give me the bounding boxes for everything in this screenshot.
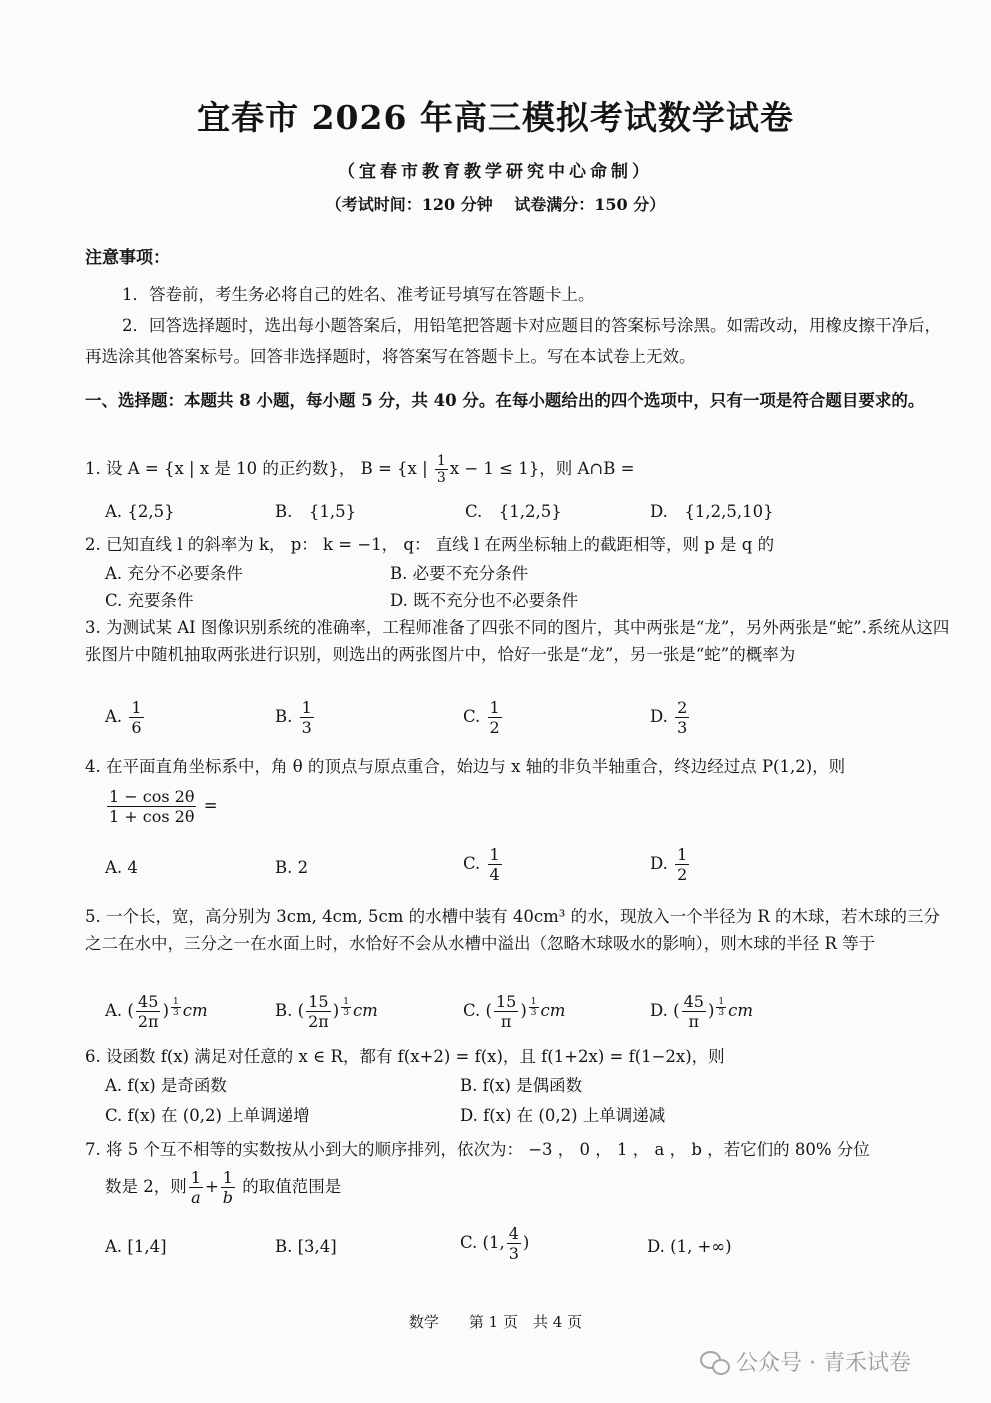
q5-option-a: A. ( $\frac{45}{2\pi}$ ) $^{\frac{1}{3}}$ cm [105,992,208,1031]
q5-d-den: π [688,1012,700,1031]
question-4: 4. 在平面直角坐标系中，角 θ 的顶点与原点重合，始边与 x 轴的非负半轴重合，终边经过点 P(1,2)，则 [85,757,846,776]
q5-option-d: D. ( $\frac{45}{\pi}$ ) $^{\frac{1}{3}}$ cm [650,992,753,1031]
q4-d-num: 1 [677,845,688,864]
q4-option-c [463,845,504,884]
q5-d-fraction [682,992,706,1031]
question-1 [85,453,950,486]
q4-d-fraction [675,845,689,884]
q5-d-exponent [716,997,726,1018]
wechat-icon [700,1349,730,1375]
q6-option-a: A. f(x) 是奇函数 [105,1076,227,1095]
q5-a-num: 45 [138,992,159,1011]
q3-c-num: 1 [489,698,500,717]
q4-c-den: 4 [489,865,500,884]
q2-option-a: A. 充分不必要条件 [105,564,243,583]
q3-c-label: C. [463,707,481,726]
q1-option-a: A. {2,5} [105,502,175,521]
question-7: 7. 将 5 个互不相等的实数按从小到大的顺序排列，依次为： −3 ， 0 ， 1 ， a ， b ，若它们的 80% 分位 [85,1140,870,1159]
q3-d-fraction [675,698,689,737]
q1-option-d: D. {1,2,5,10} [650,502,774,521]
q4-c-num: 1 [489,845,500,864]
q3-a-num: 1 [131,698,142,717]
q4-option-a: A. 4 [105,858,138,877]
q4-d-den: 2 [677,865,688,884]
q5-b-den: 2π [308,1012,329,1031]
q2-option-d: D. 既不充分也不必要条件 [390,591,579,610]
q5-c-num: 15 [495,992,517,1011]
q5-c-exp-num: 1 [530,996,537,1007]
notice-heading: 注意事项： [85,248,170,268]
q7-f2-num: 1 [222,1168,233,1187]
q7-stem-line2 [105,1168,341,1207]
q5-a-label: A. [105,1001,123,1020]
question-3: 3. 为测试某 AI 图像识别系统的准确率，工程师准备了四张不同的图片，其中两张是“龙”，另外两张是“蛇”.系统从这四张图片中随机抽取两张进行识别，则选出的两张图片中，恰好一张是“龙”，另一张是“蛇”的概率为 [85,618,950,664]
q4-expr-num: 1 − cos 2θ [109,787,195,806]
q1-fraction [435,453,448,486]
q3-b-den: 3 [301,718,312,737]
notice-item-1: 1．答卷前，考生务必将自己的姓名、准考证号填写在答题卡上。 [122,285,595,304]
q1-option-b: B. {1,5} [275,502,357,521]
q5-c-exponent [529,997,539,1018]
q2-option-c: C. 充要条件 [105,591,194,610]
q3-a-label: A. [105,707,123,726]
q6-option-d: D. f(x) 在 (0,2) 上单调递减 [460,1106,666,1125]
q5-a-unit: cm [182,1001,208,1020]
q7-c-fraction [507,1224,521,1263]
q7-fraction-1 [189,1168,203,1207]
q3-c-den: 2 [489,718,500,737]
q7-f2-den: b [222,1188,234,1207]
q7-option-d: D. (1, +∞) [647,1237,732,1256]
watermark-text: 公众号 · 青禾试卷 [736,1351,911,1376]
q3-option-c [463,698,504,737]
q5-a-fraction [136,992,161,1031]
q7-option-a: A. [1,4] [105,1237,167,1256]
q5-b-unit: cm [352,1001,378,1020]
q5-b-fraction [306,992,331,1031]
q7-option-b: B. [3,4] [275,1237,337,1256]
q7-fraction-2 [221,1168,235,1207]
q7-c-den: 3 [508,1244,519,1263]
q6-option-b: B. f(x) 是偶函数 [460,1076,583,1095]
q3-b-label: B. [275,707,293,726]
q3-b-num: 1 [301,698,312,717]
q7-plus: + [204,1177,219,1196]
q4-d-label: D. [650,854,668,873]
q4-option-d [650,845,691,884]
question-6: 6. 设函数 f(x) 满足对任意的 x ∈ R，都有 f(x+2) = f(x)，且 f(1+2x) = f(1−2x)，则 [85,1047,725,1066]
q5-c-fraction [494,992,518,1031]
q5-d-num: 45 [683,992,704,1011]
q1-frac-num: 1 [436,453,446,469]
notice-item-2: 2．回答选择题时，选出每小题答案后，用铅笔把答题卡对应题目的答案标号涂黑。如需改动，用橡皮擦干净后，再选涂其他答案标号。回答非选择题时，将答案写在答题卡上。写在本试卷上无效。 [85,316,941,366]
q7-stem-part: 数是 2，则 [105,1177,187,1196]
question-2: 2. 已知直线 l 的斜率为 k， p： k = −1， q： 直线 l 在两坐标轴上的截距相等，则 p 是 q 的 [85,535,775,554]
q4-expr-den: 1 + cos 2θ [109,807,195,826]
section-heading: 一、选择题：本题共 8 小题，每小题 5 分，共 40 分。在每小题给出的四个选项中，只有一项是符合题目要求的。 [85,391,925,410]
q5-option-c: C. ( $\frac{15}{\pi}$ ) $^{\frac{1}{3}}$ cm [463,992,566,1031]
q5-d-label: D. [650,1001,668,1020]
q3-option-d [650,698,691,737]
q5-d-exp-num: 1 [718,996,725,1007]
q1-stem-part1: 1. 设 A = {x | x 是 10 的正约数}， B = {x | [85,459,433,478]
q7-option-c [460,1224,529,1263]
q3-a-fraction [129,698,143,737]
q7-f1-den: a [191,1188,201,1207]
q5-c-label: C. [463,1001,481,1020]
q5-option-b: B. ( $\frac{15}{2\pi}$ ) $^{\frac{1}{3}}$ cm [275,992,378,1031]
q3-d-num: 2 [677,698,688,717]
q4-option-b: B. 2 [275,858,309,877]
q5-b-label: B. [275,1001,293,1020]
q5-b-exp-num: 1 [343,996,349,1007]
exam-info-line: （考试时间：120 分钟 试卷满分：150 分） [325,195,666,214]
q3-b-fraction [300,698,314,737]
question-5: 5. 一个长，宽，高分别为 3cm, 4cm, 5cm 的水槽中装有 40cm³ 的水，现放入一个半径为 R 的木球，若木球的三分之二在水中，三分之一在水面上时，水恰好不会从水槽中溢出（忽略木球吸水的影响），则木球的半径 R 等于 [85,907,941,953]
page-title: 宜春市 2026 年高三模拟考试数学试卷 [197,98,794,137]
q7-stem-end: 的取值范围是 [242,1177,342,1196]
issuer-line: （宜春市教育教学研究中心命制） [338,162,653,182]
q5-b-exponent [341,997,351,1018]
q5-c-unit: cm [540,1001,566,1020]
q7-f1-num: 1 [190,1168,201,1187]
q4-c-fraction [488,845,502,884]
q4-equals: = [203,796,218,815]
q3-c-fraction [488,698,502,737]
q4-expr-fraction [107,787,196,826]
q1-stem-part2: x − 1 ≤ 1}，则 A∩B = [449,459,635,478]
q1-option-c: C. {1,2,5} [465,502,562,521]
q6-option-c: C. f(x) 在 (0,2) 上单调递增 [105,1106,310,1125]
q5-a-exp-den: 3 [173,1007,179,1018]
q2-option-b: B. 必要不充分条件 [390,564,529,583]
q1-frac-den: 3 [436,470,446,486]
q5-b-exp-den: 3 [343,1007,349,1018]
q3-option-b [275,698,316,737]
q7-c-num: 4 [508,1224,519,1243]
page-footer: 数学 第 1 页 共 4 页 [408,1313,583,1331]
q3-d-den: 3 [677,718,688,737]
q4-expression [105,787,218,826]
q5-c-exp-den: 3 [530,1007,537,1018]
q7-c-label: C. (1, [460,1233,505,1252]
q5-d-unit: cm [728,1001,753,1020]
q5-d-exp-den: 3 [718,1007,725,1018]
q3-a-den: 6 [131,718,142,737]
q5-c-den: π [500,1012,512,1031]
q5-a-den: 2π [137,1012,159,1031]
q7-c-close: ) [522,1233,530,1252]
q5-a-exponent [171,997,181,1018]
q5-a-exp-num: 1 [173,996,179,1007]
q3-option-a [105,698,146,737]
watermark [700,1346,911,1377]
q3-d-label: D. [650,707,668,726]
q4-c-label: C. [463,854,481,873]
q5-b-num: 15 [308,992,329,1011]
